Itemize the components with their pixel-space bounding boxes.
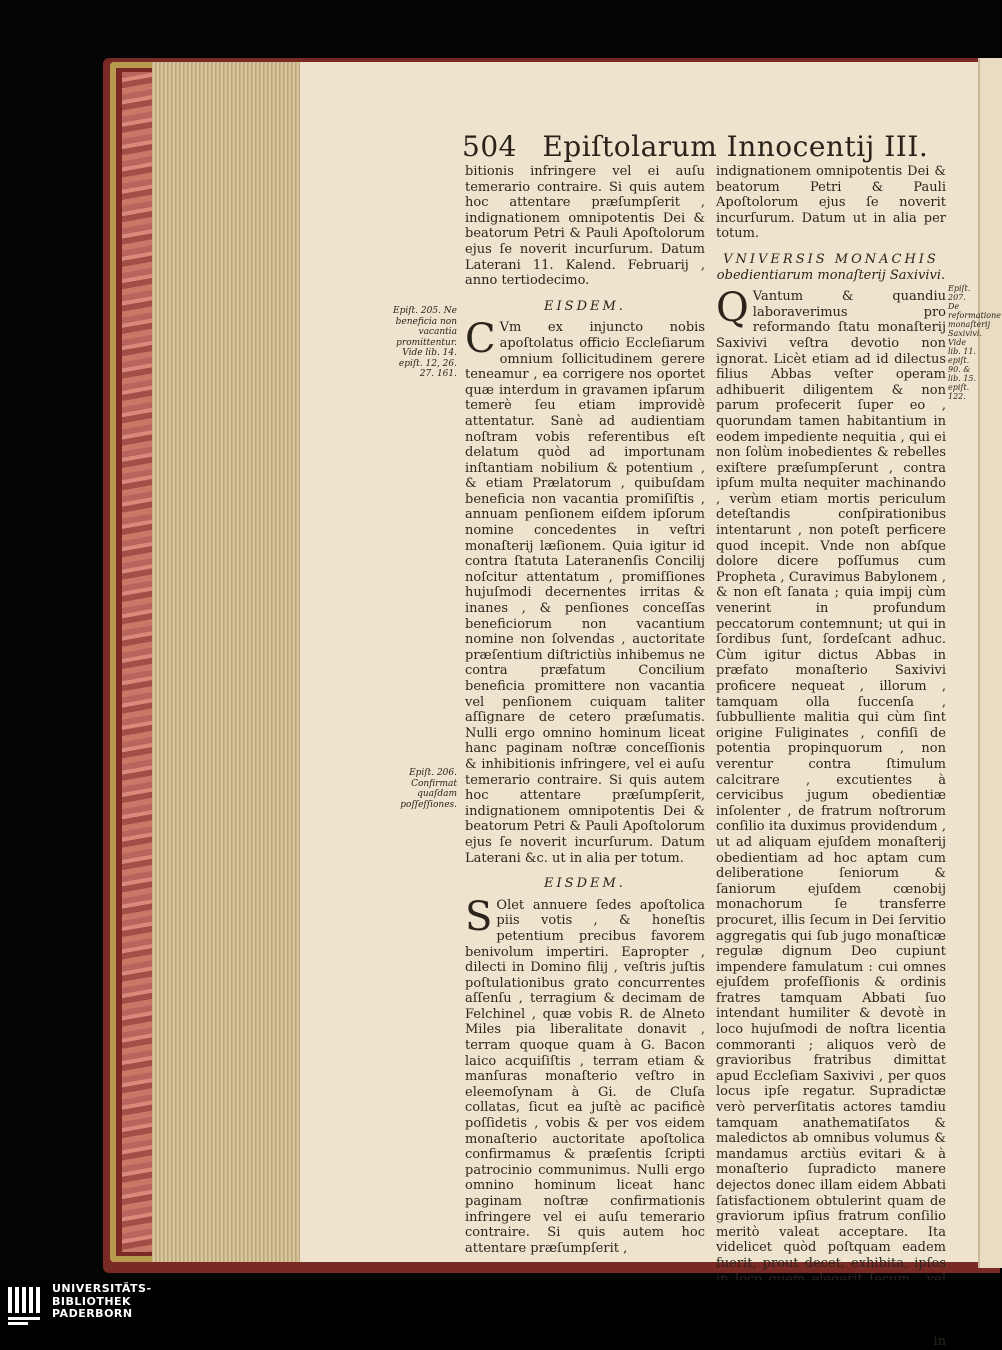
running-title: Epiſtolarum Innocentij III. — [542, 130, 929, 163]
next-page-edge — [978, 58, 1002, 1268]
section-title-3: VNIVERSIS MONACHIS — [723, 251, 939, 267]
drop-cap-s: S — [465, 893, 493, 940]
left-continuation: bitionis infringere vel ei auſu temerario contraire. Si quis autem hoc attentare præſumpſerit , indignationem omnipotentis Dei & beatorum Petri & Pauli Apoſtolorum ejus ſe noverit incurſurum. Datum Laterani 11. Kalend. Februarij , anno tertiodecimo. — [465, 164, 705, 289]
page-number: 504 — [462, 130, 517, 163]
drop-cap-q: Q — [716, 285, 749, 332]
section-text-2: S Olet annuere ſedes apoſtolica piis votis , & honeſtis petentium precibus favorem benivolum impertiri. Eapropter , dilecti in Domino filij , veſtris juſtis poſtulationibus grato concurrentes aſſenſu , terragium & decimam de Felchinel , quæ vobis R. de Alneto Miles pia liberalitate donavit , terram quoque quam à G. Bacon laico acquiſiſtis , terram etiam & manſuras monaſterio veſtro in eleemoſynam à Gi. de Cluſa collatas, ſicut ea juſtè ac pacificè poſſidetis , vobis & per vos eidem monaſterio auctoritate apoſtolica confirmamus & præſentis ſcripti patrocinio communimus. Nulli ergo omnino hominum liceat hanc paginam noſtræ confirmationis infringere vel ei auſu temerario contraire. Si quis autem hoc attentare præſumpſerit , — [465, 893, 705, 1256]
page-edges — [152, 62, 312, 1262]
left-note-2: Epiſt. 206. Confirmat quaſdam poſſeſſiones. — [400, 768, 457, 810]
right-note-1: Epiſt. 207. De reformatione monaſterij Saxivivi. Vide lib. 11. epiſt. 90. & lib. 15. epiſt. 122. — [948, 284, 1001, 401]
left-note-1: Epiſt. 205. Ne beneficia non vacantia promittentur. Vide lib. 14. epiſt. 12, 26. 27. 161. — [393, 306, 457, 379]
left-column — [465, 164, 705, 1256]
section-title-2: EISDEM. — [544, 876, 626, 892]
library-name: UNIVERSITÄTS- BIBLIOTHEK PADERBORN — [52, 1282, 152, 1320]
right-continuation: indignationem omnipotentis Dei & beatorum Petri & Pauli Apoſtolorum ejus ſe noverit incurſurum. Datum ut in alia per totum. — [716, 164, 946, 242]
drop-cap-c: C — [465, 316, 496, 363]
section-subtitle-3: obedientiarum monaſterij Saxivivi. — [716, 267, 946, 283]
section-title-1: EISDEM. — [544, 298, 626, 314]
section-text-1: C Vm ex injuncto nobis apoſtolatus officio Eccleſiarum omnium ſollicitudinem gerere teneamur , ea corrigere nos oportet quæ interdum in gravamen ipſarum temerè ſeu etiam improvidè attentatur. Sanè ad audientiam noſtram vobis referentibus eſt delatum quòd ad importunam inſtantiam nobilium & potentium , & etiam Prælatorum , quibuſdam beneficia non vacantia promiſiſtis , annuam penſionem eiſdem ipſorum nomine concedentes in veſtri monaſterij læſionem. Quia igitur id contra ſtatuta Lateranenſis Concilij noſcitur attentatum , promiſſiones hujuſmodi decernentes irritas & inanes , & penſiones conceſſas beneficiorum non vacantium nomine non ſolvendas , auctoritate præſentium diſtrictiùs inhibemus ne contra præfatum Concilium beneficia promittere non vacantia vel penſionem cuiquam taliter aſſignare de cetero præſumatis. Nulli ergo omnino hominum liceat hanc paginam noſtræ conceſſionis & inhibitionis infringere, vel ei auſu temerario contraire. Si quis autem hoc attentare præſumpſerit, indignationem omnipotentis Dei & beatorum Petri & Pauli Apoſtolorum ejus ſe noverit incurſurum. Datum Laterani &c. ut in alia per totum. — [465, 316, 705, 866]
page-header — [462, 130, 928, 163]
marbled-endpaper — [122, 72, 156, 1252]
section-text-3: Q Vantum & quandiu laboraverimus pro reformando ſtatu monaſterij Saxivivi veſtra devotio non ignorat. Licèt etiam ad id dilectus filius Abbas veſter operam adhibuerit diligentem & non parum profecerit ſuper eo , quorundam tamen habitantium in eodem impediente nequitia , qui ei non ſolùm inobedientes & rebelles exiſtere præſumpſerunt , contra ipſum multa nequiter machinando , verùm etiam mortis periculum deteſtandis conſpirationibus intentarunt , non poteſt perficere quod incepit. Vnde non abſque dolore dicere poſſumus cum Propheta , Curavimus Babylonem , & non eſt ſanata ; quia impij cùm venerint in profundum peccatorum contemnunt; ut qui in ſordibus ſunt, ſordeſcant adhuc. Cùm igitur dictus Abbas in præfato monaſterio Saxivivi proficere nequeat , illorum , tamquam olla ſuccenſa , ſubbulliente malitia qui cùm ſint origine Fuliginates , confiſi de potentia propinquorum , non verentur contra ſtimulum calcitrare , excutientes à cervicibus jugum obedientiæ inſolenter , de fratrum noſtrorum conſilio ita duximus providendum , ut ad aliquam ejuſdem monaſterij obedientiam ad hoc aptam cum deliberatione ſeniorum & ſaniorum ejuſdem cœnobij monachorum ſe transferre procuret, illis ſecum in Dei ſervitio aggregatis qui ſub jugo monaſticæ regulæ dignum Deo cupiunt impendere famulatum : cui omnes ejuſdem profeſſionis & ordinis fratres tamquam Abbati ſuo intendant humiliter & devotè in loco hujuſmodi de noſtra licentia commoranti ; aliquos verò de gravioribus fratribus dimittat apud Eccleſiam Saxivivi , per quos locus ipſe regatur. Supradictæ verò perverſitatis actores tamdiu tamquam anathematiſatos & maledictos ab omnibus volumus & mandamus arctiùs evitari & à monaſterio ſupradicto manere dejectos donec illam eidem Abbati ſatisfactionem obtulerint quam de graviorum ipſius fratrum conſilio meritò valeat acceptare. Ita videlicet quòd poſtquam eadem fuerit, prout decet, exhibita, ipſos — [716, 285, 946, 1271]
catchword: in — [933, 1333, 946, 1349]
right-column — [716, 164, 946, 1350]
library-logo-icon — [6, 1285, 46, 1327]
